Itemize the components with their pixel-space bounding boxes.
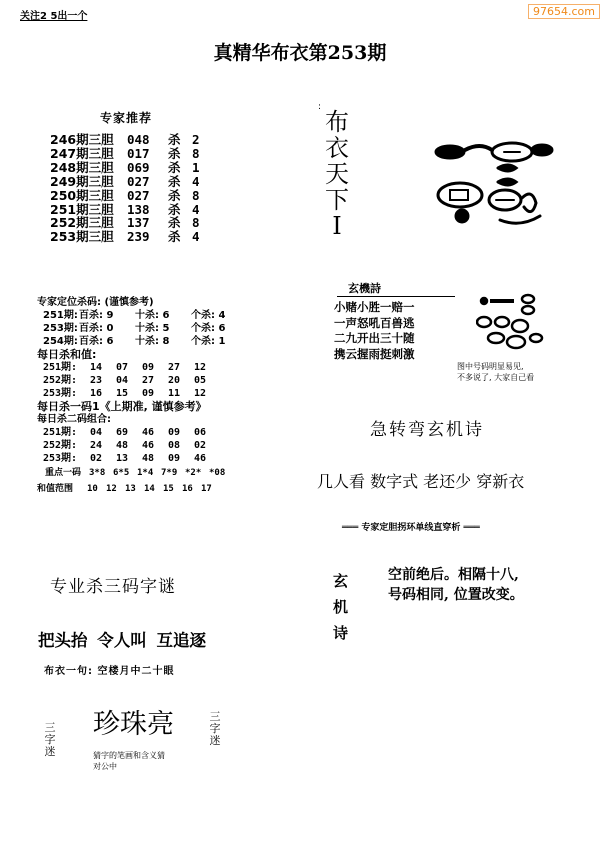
recommend-row bbox=[50, 230, 200, 244]
position-kill-row bbox=[37, 335, 247, 348]
position-kill-row bbox=[37, 309, 247, 322]
position-kill-value: 个杀: 1 bbox=[191, 336, 226, 347]
combo-row bbox=[37, 452, 247, 465]
three-char-riddle-left bbox=[43, 722, 57, 758]
xuanji-char: 诗 bbox=[333, 624, 349, 642]
row-value: 11 bbox=[167, 388, 181, 399]
riddle-line: 几人看 数字式 老还少 穿新衣 bbox=[317, 472, 525, 491]
row-value: 48 bbox=[141, 453, 155, 464]
zhenzhu-riddle: 珍珠亮 bbox=[93, 709, 174, 740]
row-value: 05 bbox=[193, 375, 207, 386]
poem-line: 一声怒吼百兽逃 bbox=[334, 315, 415, 330]
recommend-kill-number: 1 bbox=[192, 159, 200, 175]
row-value: 27 bbox=[167, 362, 181, 373]
combo-row bbox=[37, 439, 247, 452]
recommend-issue: 247期三胆 bbox=[50, 145, 114, 161]
recommend-list bbox=[50, 133, 200, 244]
recommend-issue: 248期三胆 bbox=[50, 159, 114, 175]
riddle-char: 迷 bbox=[44, 745, 56, 758]
one-code-title: 每日杀一码1《上期准, 谨慎参考》 bbox=[37, 400, 207, 413]
poem-title-underline bbox=[337, 296, 455, 297]
poem-picture-riddle bbox=[476, 292, 556, 358]
recommend-kill-label: 杀 bbox=[168, 201, 181, 217]
pro-kill-title: 专业杀三码字谜 bbox=[50, 577, 176, 597]
top-note: 关注2 5出一个 bbox=[20, 11, 88, 22]
poem-line: 小赌小胜一赔一 bbox=[334, 300, 415, 314]
recommend-kill-number: 4 bbox=[192, 201, 200, 217]
row-value: 07 bbox=[115, 362, 129, 373]
buyi-char: 天 bbox=[325, 160, 349, 188]
site-watermark: 97654.com bbox=[528, 4, 600, 19]
sum-range-label: 和值范围 bbox=[37, 484, 74, 494]
recommend-kill-number: 2 bbox=[192, 132, 200, 147]
recommend-numbers: 048 bbox=[127, 132, 150, 147]
poem-title: 玄機詩 bbox=[348, 282, 381, 295]
position-kill-block bbox=[37, 296, 247, 496]
recommend-row bbox=[50, 133, 200, 147]
row-value: 48 bbox=[115, 440, 129, 451]
poem-note-line: 不多说了, 大家自己看 bbox=[457, 373, 535, 382]
riddle-char: 字 bbox=[209, 722, 221, 735]
recommend-kill-number: 4 bbox=[192, 173, 200, 189]
sum-range-row bbox=[37, 483, 247, 496]
sum-range-value: 16 bbox=[182, 484, 193, 494]
recommend-row bbox=[50, 216, 200, 230]
key-combo-row bbox=[37, 467, 247, 480]
recommend-kill-label: 杀 bbox=[168, 145, 181, 161]
recommend-numbers: 138 bbox=[127, 201, 150, 217]
position-kill-value: 百杀: 6 bbox=[79, 336, 114, 347]
buyi-char: 下 bbox=[325, 186, 349, 214]
row-value: 08 bbox=[167, 440, 181, 451]
recommend-kill-label: 杀 bbox=[168, 173, 181, 189]
buyi-vertical-text bbox=[322, 109, 352, 239]
row-value: 12 bbox=[193, 388, 207, 399]
row-value: 46 bbox=[141, 427, 155, 438]
recommend-row bbox=[50, 147, 200, 161]
recommend-row bbox=[50, 189, 200, 203]
combo-row bbox=[37, 426, 247, 439]
key-combo-value: 3*8 bbox=[89, 468, 106, 478]
row-value: 13 bbox=[115, 453, 129, 464]
key-combo-value: 7*9 bbox=[161, 468, 178, 478]
row-value: 04 bbox=[89, 427, 103, 438]
expert-divider bbox=[342, 520, 480, 533]
row-value: 04 bbox=[115, 375, 129, 386]
position-kill-value: 百杀: 9 bbox=[79, 310, 114, 321]
position-kill-value: 个杀: 4 bbox=[191, 310, 226, 321]
position-kill-title: 专家定位杀码: (谨慎参考) bbox=[37, 297, 154, 308]
sum-kill-title: 每日杀和值: bbox=[37, 348, 97, 361]
position-kill-value: 十杀: 5 bbox=[135, 323, 170, 334]
row-value: 16 bbox=[89, 388, 103, 399]
row-value: 46 bbox=[193, 453, 207, 464]
divider-dash: ═══ bbox=[460, 523, 480, 533]
buyi-char: 布 bbox=[325, 108, 349, 136]
xuanji-poem-body bbox=[388, 565, 524, 605]
recommend-issue: 252期三胆 bbox=[50, 215, 114, 231]
buyi-char: I bbox=[332, 212, 342, 240]
sum-range-value: 17 bbox=[201, 484, 212, 494]
position-kill-value: 十杀: 8 bbox=[135, 336, 170, 347]
riddle-char: 三 bbox=[209, 710, 221, 723]
sum-kill-row bbox=[37, 361, 247, 374]
recommend-numbers: 027 bbox=[127, 187, 150, 203]
recommend-numbers: 017 bbox=[127, 145, 150, 161]
key-combo-label: 重点一码 bbox=[45, 468, 82, 478]
combo-rows bbox=[37, 426, 247, 465]
sum-range-value: 13 bbox=[125, 484, 136, 494]
position-kill-value: 十杀: 6 bbox=[135, 310, 170, 321]
recommend-kill-number: 4 bbox=[192, 229, 200, 245]
row-value: 69 bbox=[115, 427, 129, 438]
row-value: 02 bbox=[193, 440, 207, 451]
page-title: 真精华布衣第253期 bbox=[213, 42, 387, 64]
row-value: 14 bbox=[89, 362, 103, 373]
row-value: 09 bbox=[167, 453, 181, 464]
row-issue: 251期: bbox=[43, 362, 78, 373]
poem-note bbox=[457, 361, 534, 383]
recommend-kill-label: 杀 bbox=[168, 159, 181, 175]
riddle-char: 迷 bbox=[209, 734, 221, 747]
recommend-numbers: 137 bbox=[127, 215, 150, 231]
row-value: 46 bbox=[141, 440, 155, 451]
position-kill-value: 个杀: 6 bbox=[191, 323, 226, 334]
poem-note-line: 图中号码明显易见, bbox=[457, 362, 524, 371]
row-issue: 253期: bbox=[43, 388, 78, 399]
position-issue: 253期: bbox=[43, 323, 78, 334]
recommend-row bbox=[50, 175, 200, 189]
recommend-issue: 249期三胆 bbox=[50, 173, 114, 189]
row-value: 24 bbox=[89, 440, 103, 451]
row-issue: 252期: bbox=[43, 440, 78, 451]
buyi-char: 衣 bbox=[325, 134, 349, 162]
xuanji-line: 空前绝后。相隔十八, bbox=[388, 567, 519, 583]
xuanji-char: 玄 bbox=[333, 572, 349, 590]
row-issue: 252期: bbox=[43, 375, 78, 386]
brain-teaser-title: 急转弯玄机诗 bbox=[370, 420, 484, 440]
row-value: 12 bbox=[193, 362, 207, 373]
sum-range-value: 15 bbox=[163, 484, 174, 494]
row-value: 09 bbox=[141, 362, 155, 373]
riddle-hint bbox=[93, 750, 165, 772]
recommend-kill-number: 8 bbox=[192, 145, 200, 161]
recommend-numbers: 069 bbox=[127, 159, 150, 175]
row-value: 23 bbox=[89, 375, 103, 386]
sum-kill-row bbox=[37, 374, 247, 387]
row-value: 09 bbox=[141, 388, 155, 399]
recommend-numbers: 027 bbox=[127, 173, 150, 189]
three-phrase-riddle: 把头抬 令人叫 互追逐 bbox=[38, 631, 206, 650]
recommend-kill-number: 8 bbox=[192, 187, 200, 203]
recommend-issue: 246期三胆 bbox=[50, 132, 114, 147]
row-issue: 251期: bbox=[43, 427, 78, 438]
row-value: 06 bbox=[193, 427, 207, 438]
row-value: 02 bbox=[89, 453, 103, 464]
xuanji-vertical-label bbox=[333, 568, 348, 646]
recommend-kill-label: 杀 bbox=[168, 132, 181, 147]
hint-line: 猜字的笔画和含义猜 bbox=[93, 751, 165, 760]
buyi-one-line: 布衣一句: 空楼月中二十眼 bbox=[44, 666, 175, 677]
position-issue: 254期: bbox=[43, 336, 78, 347]
row-issue: 253期: bbox=[43, 453, 78, 464]
key-combo-value: *2* bbox=[185, 468, 202, 478]
row-value: 15 bbox=[115, 388, 129, 399]
recommend-issue: 250期三胆 bbox=[50, 187, 114, 203]
poem-line: 二九开出三十随 bbox=[334, 331, 415, 345]
row-value: 27 bbox=[141, 375, 155, 386]
sum-range-value: 12 bbox=[106, 484, 117, 494]
recommend-issue: 253期三胆 bbox=[50, 229, 114, 245]
row-value: 20 bbox=[167, 375, 181, 386]
recommend-kill-label: 杀 bbox=[168, 229, 181, 245]
sum-kill-row bbox=[37, 387, 247, 400]
position-kill-row bbox=[37, 322, 247, 335]
recommend-kill-label: 杀 bbox=[168, 215, 181, 231]
position-kill-value: 百杀: 0 bbox=[79, 323, 114, 334]
key-combo-value: 1*4 bbox=[137, 468, 154, 478]
recommend-row bbox=[50, 161, 200, 175]
recommend-row bbox=[50, 203, 200, 217]
three-char-riddle-right bbox=[208, 711, 222, 747]
divider-label: 专家定胆拐环单线直穿析 bbox=[361, 523, 461, 533]
recommend-issue: 251期三胆 bbox=[50, 201, 114, 217]
row-value: 09 bbox=[167, 427, 181, 438]
recommend-title: 专家推荐 bbox=[100, 111, 153, 125]
sum-kill-rows bbox=[37, 361, 247, 400]
poem-lines bbox=[334, 300, 415, 362]
divider-dash: ═══ bbox=[342, 523, 362, 533]
recommend-kill-label: 杀 bbox=[168, 187, 181, 203]
sum-range-value: 14 bbox=[144, 484, 155, 494]
corner-mark: : bbox=[318, 102, 322, 112]
recommend-numbers: 239 bbox=[127, 229, 150, 245]
hint-line: 对公中 bbox=[93, 762, 117, 771]
key-combo-value: 6*5 bbox=[113, 468, 130, 478]
xuanji-char: 机 bbox=[333, 598, 349, 616]
recommend-kill-number: 8 bbox=[192, 215, 200, 231]
position-kill-rows bbox=[37, 309, 247, 348]
combo-title: 每日杀二码组合: bbox=[37, 414, 111, 425]
poem-line: 携云握雨挺刺激 bbox=[334, 346, 415, 361]
riddle-char: 字 bbox=[44, 733, 56, 746]
key-combo-value: *08 bbox=[209, 468, 226, 478]
riddle-char: 三 bbox=[44, 721, 56, 734]
xuanji-line: 号码相同, 位置改变。 bbox=[388, 587, 524, 603]
position-issue: 251期: bbox=[43, 310, 78, 321]
sum-range-value: 10 bbox=[87, 484, 98, 494]
buyi-picture-riddle bbox=[420, 120, 570, 235]
